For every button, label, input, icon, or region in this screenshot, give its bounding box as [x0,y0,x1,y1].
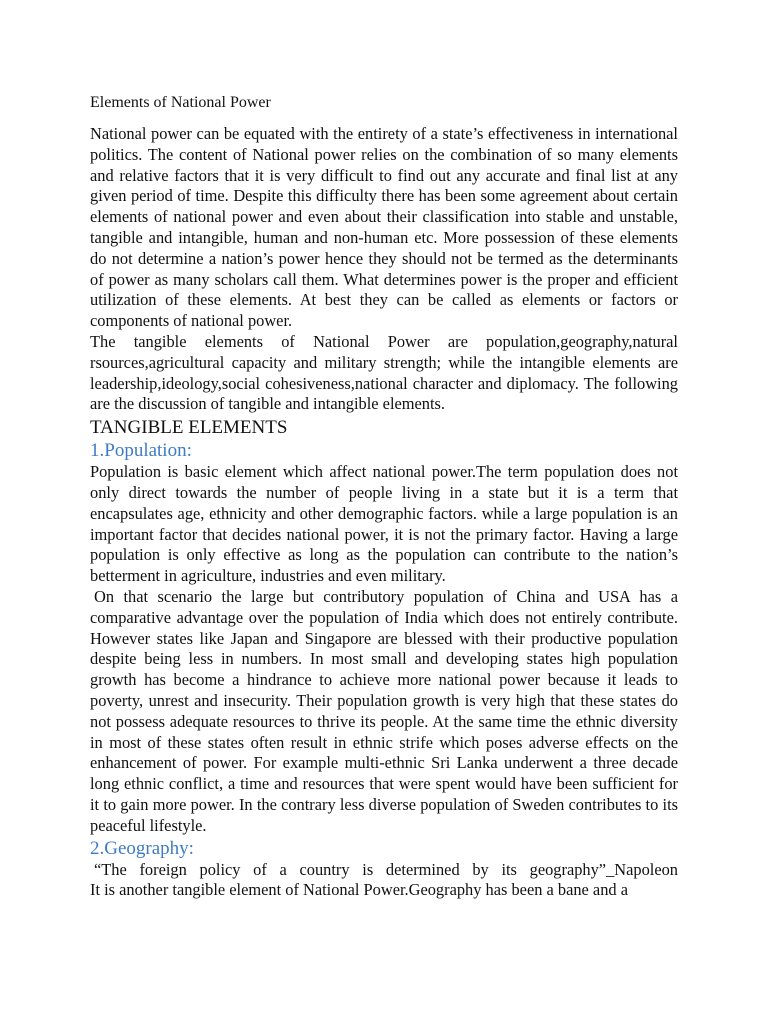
document-title: Elements of National Power [90,94,271,111]
geography-paragraph-1: It is another tangible element of National Power.Geography has been a bane and a [90,880,628,900]
population-paragraph-2: On that scenario the large but contributory population of China and USA has a comparative advantage over the population of India which does not entirely contribute. However states like Japan and Singapore are blessed with their productive population despite being less in numbers. In most small and developing states high population growth has become a hindrance to achieve more national power because it leads to poverty, unrest and insecurity. Their population growth is very high that these states do not possess adequate resources to thrive its people. At the same time the ethnic diversity in most of these states often result in ethnic strife which poses adverse effects on the enhancement of power. For example multi-ethnic Sri Lanka underwent a three decade long ethnic conflict, a time and resources that were spent would have been sufficient for it to gain more power. In the contrary less diverse population of Sweden contributes to its peaceful lifestyle. [90,586,678,835]
geography-heading: 2.Geography: [90,837,194,859]
population-heading: 1.Population: [90,440,192,462]
document-page [90,93,678,901]
intro-paragraph: National power can be equated with the entirety of a state’s effectiveness in international politics. The content of National power relies on the combination of so many elements and relative factors that it is very difficult to find out any accurate and final list at any given period of time. Despite this difficulty there has been some agreement about certain elements of national power and even about their classification into stable and unstable, tangible and intangible, human and non-human etc. More possession of these elements do not determine a nation’s power hence they should not be termed as the determinants of power as many scholars call them. What determines power is the proper and efficient utilization of these elements. At best they can be called as elements or factors or components of national power. [90,124,678,331]
geography-quote: “The foreign policy of a country is determined by its geography”_Napoleon [94,859,678,879]
tangible-intro-paragraph: The tangible elements of National Power are population,geography,natural rsources,agricultural capacity and military strength; while the intangible elements are leadership,ideology,social cohesiveness,national character and diplomacy. The following are the discussion of tangible and intangible elements. [90,331,678,414]
section-heading-tangible-elements: TANGIBLE ELEMENTS [90,417,288,439]
population-paragraph-1: Population is basic element which affect national power.The term population does not only direct towards the number of people living in a state but it is a term that encapsulates age, ethnicity and other demographic factors. while a large population is an important factor that decides national power, it is not the primary factor. Having a large population is only effective as long as the population can contribute to the nation’s betterment in agriculture, industries and even military. [90,462,678,586]
